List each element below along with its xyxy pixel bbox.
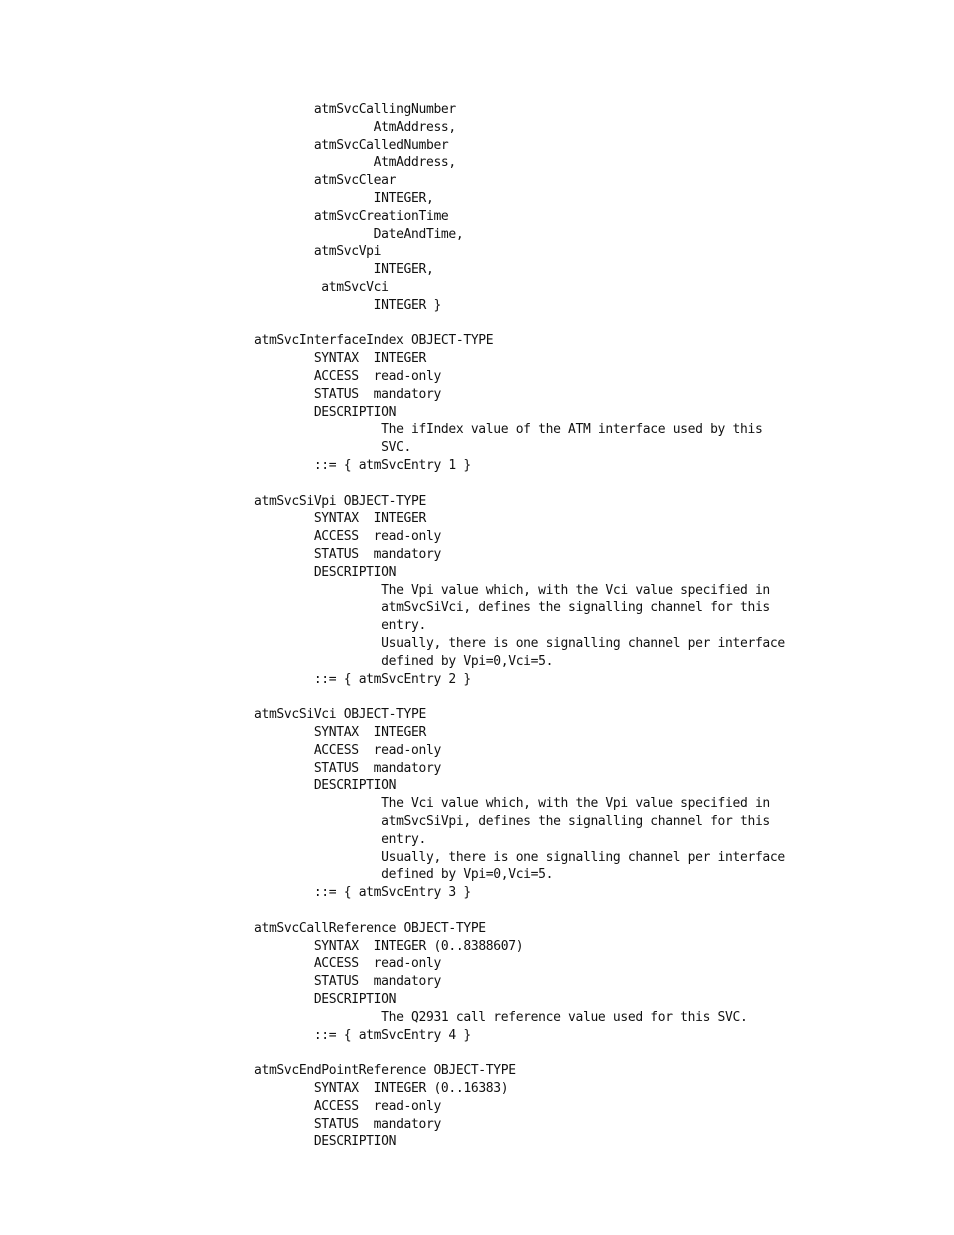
line-indent xyxy=(254,672,314,687)
line-text: ::= { atmSvcEntry 3 } xyxy=(313,885,471,901)
line-indent xyxy=(254,1117,314,1132)
line-indent xyxy=(254,867,381,882)
text-line xyxy=(254,635,785,653)
line-indent xyxy=(254,850,381,865)
text-line xyxy=(254,1027,471,1045)
text-line xyxy=(254,849,785,867)
line-text: INTEGER, xyxy=(373,262,434,278)
line-indent xyxy=(254,956,314,971)
text-line xyxy=(254,599,770,617)
line-indent xyxy=(254,939,314,954)
line-indent xyxy=(254,405,314,420)
text-line xyxy=(254,243,381,261)
line-indent xyxy=(254,173,314,188)
line-text: STATUS mandatory xyxy=(313,974,441,990)
line-indent xyxy=(254,1081,314,1096)
line-text: AtmAddress, xyxy=(373,119,456,135)
line-text: SYNTAX INTEGER (0..8388607) xyxy=(313,938,524,954)
line-text: atmSvcVpi xyxy=(313,244,382,260)
line-indent xyxy=(254,885,314,900)
text-line xyxy=(254,1009,747,1027)
text-line xyxy=(254,617,426,635)
line-indent xyxy=(254,298,374,313)
text-line xyxy=(254,546,441,564)
text-line xyxy=(254,279,389,297)
text-line xyxy=(254,439,411,457)
text-line xyxy=(254,1080,508,1098)
line-text: DESCRIPTION xyxy=(313,992,397,1007)
line-text: STATUS mandatory xyxy=(313,547,441,562)
line-indent xyxy=(254,1010,381,1025)
text-line xyxy=(254,261,433,279)
line-text: ACCESS read-only xyxy=(313,742,441,758)
line-indent xyxy=(254,565,314,580)
line-text: atmSvcSiVpi, defines the signalling channel for this xyxy=(381,814,770,829)
text-line xyxy=(254,1098,441,1116)
line-text: ACCESS read-only xyxy=(313,369,441,384)
line-indent xyxy=(254,369,314,384)
line-text: atmSvcClear xyxy=(313,173,397,189)
line-text: DESCRIPTION xyxy=(313,404,397,420)
line-indent xyxy=(254,387,314,402)
line-text: ACCESS read-only xyxy=(313,529,441,545)
text-line xyxy=(254,297,441,315)
line-text: Usually, there is one signalling channel per interface xyxy=(381,636,785,651)
line-text: The Vpi value which, with the Vci value specified in xyxy=(381,582,770,598)
line-text: DESCRIPTION xyxy=(313,564,397,580)
line-text: AtmAddress, xyxy=(373,155,456,171)
text-line xyxy=(254,920,486,938)
line-text: atmSvcInterfaceIndex OBJECT-TYPE xyxy=(254,333,494,349)
text-line xyxy=(254,368,441,386)
line-indent xyxy=(254,227,374,242)
line-indent xyxy=(254,209,314,224)
line-indent xyxy=(254,583,381,598)
line-text: defined by Vpi=0,Vci=5. xyxy=(381,867,554,883)
text-line xyxy=(254,866,553,884)
text-line xyxy=(254,742,441,760)
text-line xyxy=(254,421,762,439)
text-line xyxy=(254,190,433,208)
text-line xyxy=(254,938,523,956)
text-line xyxy=(254,706,426,724)
line-text: atmSvcSiVci OBJECT-TYPE xyxy=(254,707,426,723)
line-indent xyxy=(254,832,381,847)
text-line xyxy=(254,1062,516,1080)
line-text: atmSvcCalledNumber xyxy=(313,137,449,153)
line-text: atmSvcCreationTime xyxy=(313,208,449,224)
text-line xyxy=(254,226,463,244)
line-indent xyxy=(254,155,374,170)
text-line xyxy=(254,386,441,404)
text-line xyxy=(254,1133,396,1151)
line-indent xyxy=(254,600,381,615)
line-text: ACCESS read-only xyxy=(313,1098,441,1114)
text-line xyxy=(254,760,441,778)
text-line xyxy=(254,493,426,511)
line-text: atmSvcVci xyxy=(321,280,389,295)
text-line xyxy=(254,884,471,902)
line-text: atmSvcSiVci, defines the signalling channel for this xyxy=(381,600,770,616)
line-indent xyxy=(254,725,314,740)
line-text: STATUS mandatory xyxy=(313,386,441,402)
text-line xyxy=(254,1116,441,1134)
text-line xyxy=(254,457,471,475)
line-indent xyxy=(254,138,314,153)
line-indent xyxy=(254,761,314,776)
line-text: atmSvcSiVpi OBJECT-TYPE xyxy=(254,493,426,509)
text-line xyxy=(254,101,456,119)
line-indent xyxy=(254,547,314,562)
text-line xyxy=(254,653,553,671)
line-text: The Vci value which, with the Vpi value specified in xyxy=(381,796,770,812)
line-indent xyxy=(254,351,314,366)
text-line xyxy=(254,991,396,1009)
line-text: STATUS mandatory xyxy=(313,760,441,776)
text-line xyxy=(254,564,396,582)
text-line xyxy=(254,582,770,600)
line-indent xyxy=(254,1028,314,1043)
text-line xyxy=(254,208,448,226)
line-indent xyxy=(254,992,314,1007)
line-text: ::= { atmSvcEntry 1 } xyxy=(313,458,471,473)
text-line xyxy=(254,172,396,190)
text-line xyxy=(254,528,441,546)
line-indent xyxy=(254,511,314,526)
line-text: DESCRIPTION xyxy=(313,1134,397,1150)
line-indent xyxy=(254,280,321,295)
text-line xyxy=(254,350,426,368)
line-text: DateAndTime, xyxy=(373,226,464,242)
line-indent xyxy=(254,1099,314,1114)
text-line xyxy=(254,795,770,813)
line-text: entry. xyxy=(381,618,426,634)
line-indent xyxy=(254,796,381,811)
text-line xyxy=(254,724,426,742)
text-line xyxy=(254,510,426,528)
line-text: SYNTAX INTEGER xyxy=(313,725,426,740)
text-line xyxy=(254,813,770,831)
line-text: STATUS mandatory xyxy=(313,1116,441,1132)
line-text: Usually, there is one signalling channel per interface xyxy=(381,849,785,865)
line-text: defined by Vpi=0,Vci=5. xyxy=(381,653,554,669)
text-line xyxy=(254,332,493,350)
line-text: atmSvcCallingNumber xyxy=(313,102,456,117)
line-text: ::= { atmSvcEntry 2 } xyxy=(313,671,471,687)
line-indent xyxy=(254,618,381,633)
line-text: The ifIndex value of the ATM interface used by this xyxy=(381,422,763,438)
line-text: SYNTAX INTEGER xyxy=(313,511,426,527)
line-indent xyxy=(254,120,374,135)
line-indent xyxy=(254,102,314,117)
line-indent xyxy=(254,458,314,473)
line-text: The Q2931 call reference value used for this SVC. xyxy=(381,1009,748,1025)
line-indent xyxy=(254,654,381,669)
line-text: atmSvcCallReference OBJECT-TYPE xyxy=(254,920,486,936)
text-line xyxy=(254,404,396,422)
line-indent xyxy=(254,422,381,437)
line-text: entry. xyxy=(381,831,426,847)
text-line xyxy=(254,831,426,849)
line-indent xyxy=(254,440,381,455)
line-indent xyxy=(254,814,381,829)
line-text: DESCRIPTION xyxy=(313,778,397,794)
text-line xyxy=(254,137,448,155)
line-indent xyxy=(254,778,314,793)
text-line xyxy=(254,119,456,137)
text-line xyxy=(254,777,396,795)
line-text: INTEGER } xyxy=(373,297,441,313)
line-text: SVC. xyxy=(381,440,412,456)
line-indent xyxy=(254,244,314,259)
line-indent xyxy=(254,1134,314,1149)
line-indent xyxy=(254,743,314,758)
line-indent xyxy=(254,636,381,651)
line-indent xyxy=(254,191,374,206)
text-line xyxy=(254,154,456,172)
line-text: ACCESS read-only xyxy=(313,956,441,972)
line-indent xyxy=(254,974,314,989)
line-text: ::= { atmSvcEntry 4 } xyxy=(313,1027,471,1043)
text-line xyxy=(254,671,471,689)
text-line xyxy=(254,973,441,991)
line-text: SYNTAX INTEGER (0..16383) xyxy=(313,1081,509,1096)
line-text: INTEGER, xyxy=(373,191,434,206)
line-indent xyxy=(254,262,374,277)
line-indent xyxy=(254,529,314,544)
text-line xyxy=(254,955,441,973)
line-text: SYNTAX INTEGER xyxy=(313,351,426,367)
line-text: atmSvcEndPointReference OBJECT-TYPE xyxy=(254,1063,516,1079)
